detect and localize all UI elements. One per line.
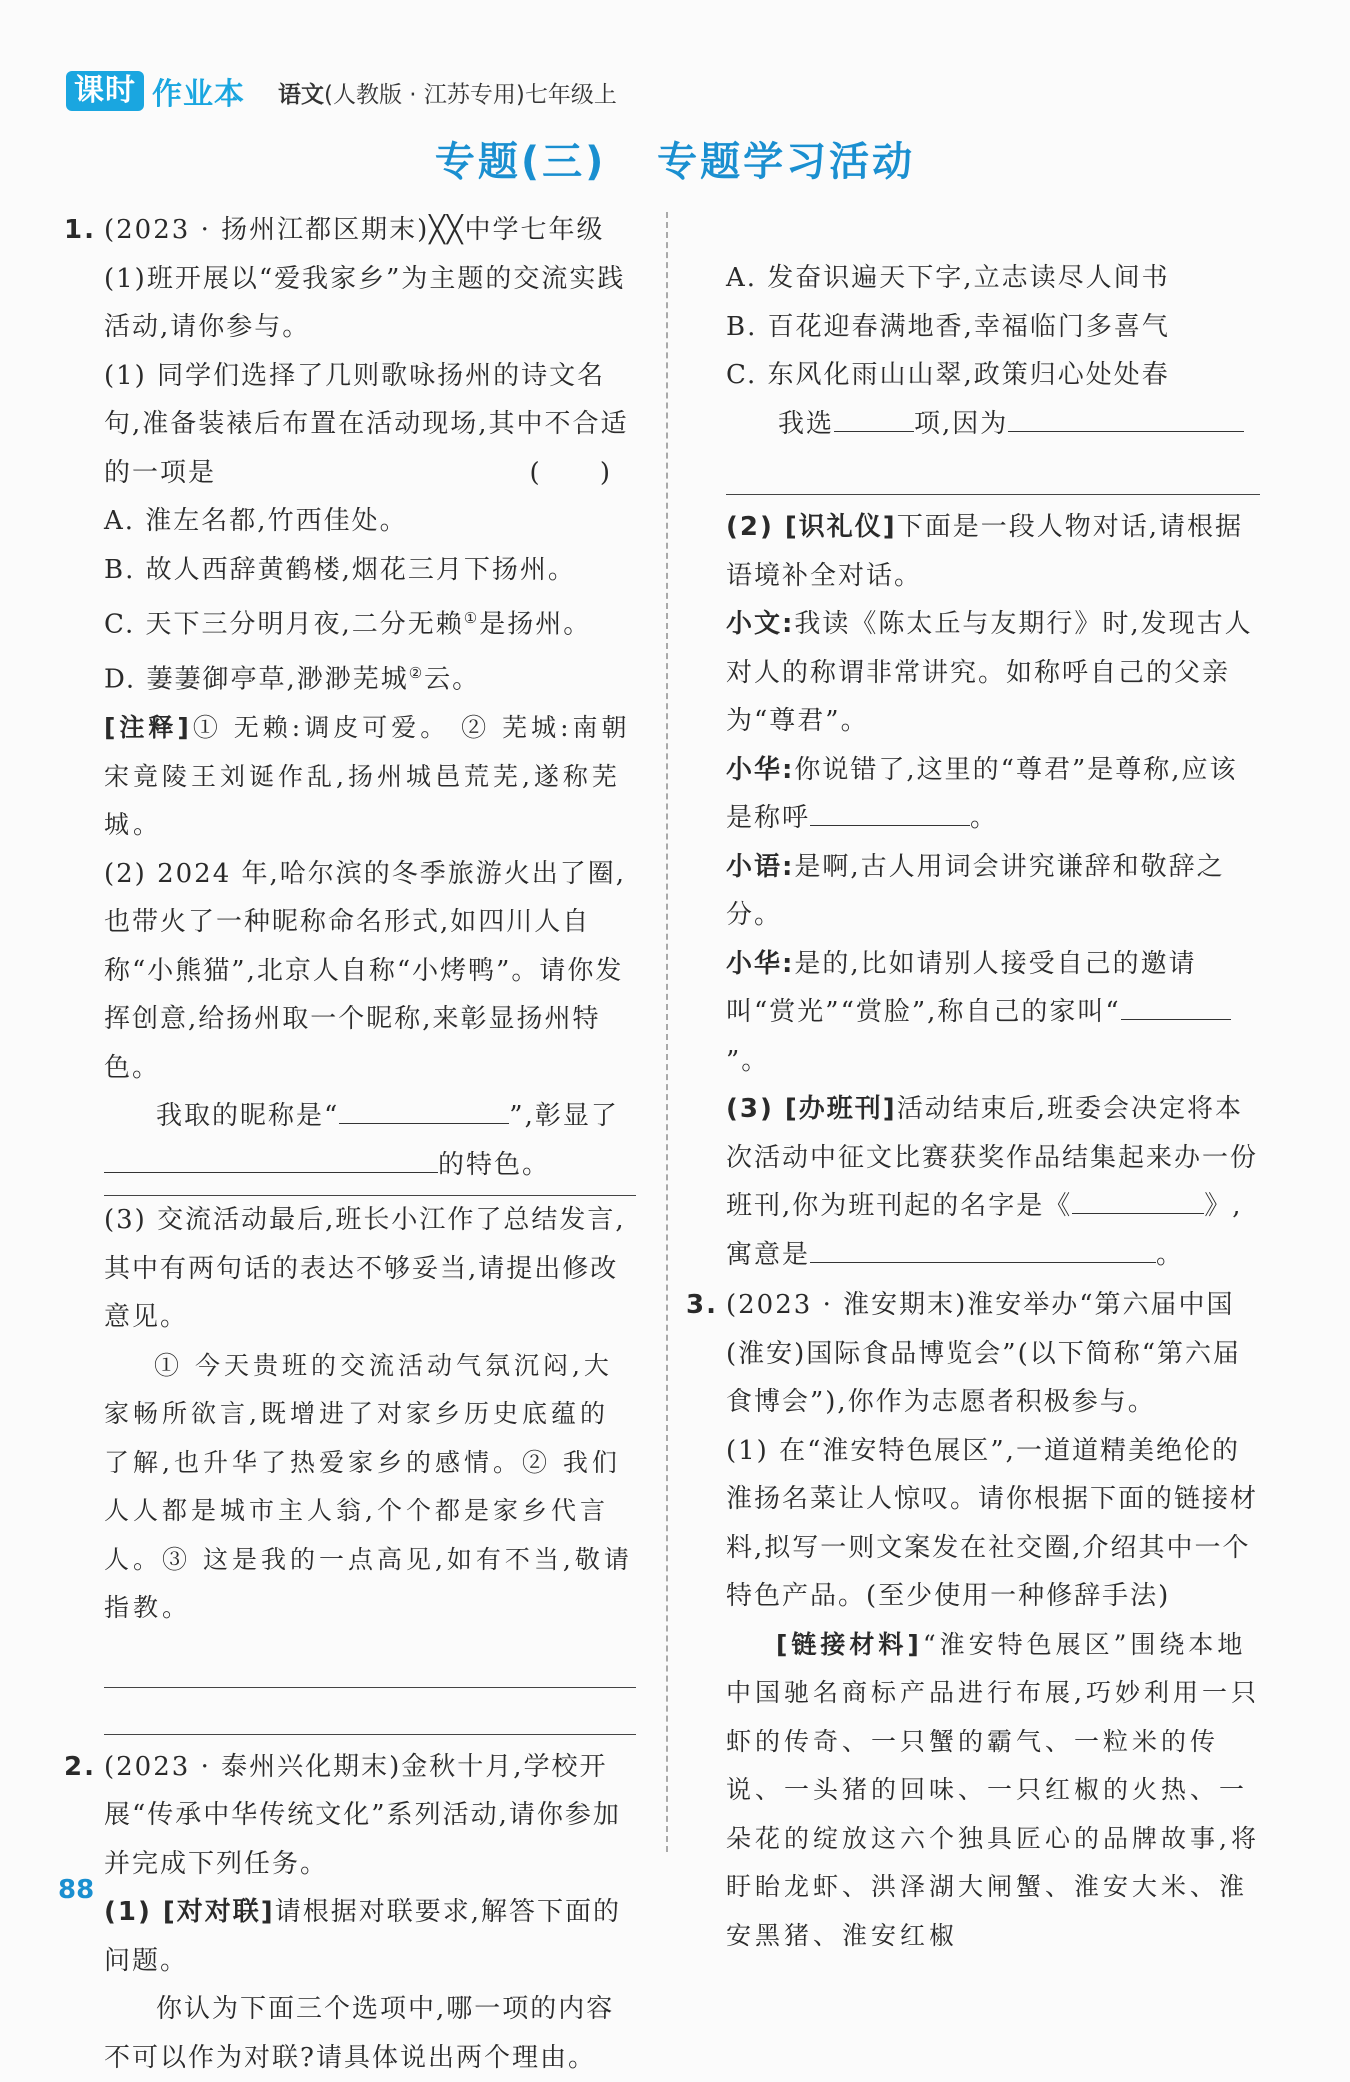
choice-blank[interactable]: [834, 401, 914, 432]
sub-question-3: (3) 交流活动最后,班长小江作了总结发言,其中有两句话的表达不够妥当,请提出修改意见。: [104, 1205, 626, 1333]
annotation: [104, 704, 636, 850]
task-tag: (1) [对对联]: [104, 1897, 275, 1928]
page-title: 专题(三) 专题学习活动: [434, 139, 916, 185]
option-b: B. 百花迎春满地香,幸福临门多喜气: [726, 311, 1170, 342]
speaker: 小华:: [726, 754, 795, 785]
task-text: 》,: [1204, 1191, 1243, 1221]
sub-question-2: (2) 2024 年,哈尔滨的冬季旅游火出了圈,也带火了一种昵称命名形式,如四川人自称“小熊猫”,北京人自称“小烤鸭”。请你发挥创意,给扬州取一个昵称,来彰显扬州特色。: [104, 858, 627, 1083]
logo-text: 作业本: [152, 77, 245, 112]
option-text: 是扬州。: [479, 609, 592, 640]
sub-question-text: (1) 同学们选择了几则歌咏扬州的诗文名句,准备装裱后布置在活动现场,其中不合适的一项是: [104, 360, 629, 488]
meaning-blank[interactable]: [810, 1232, 1156, 1263]
logo-box: 课时: [66, 71, 144, 111]
annotation-tag: [注释]: [104, 713, 193, 743]
meaning-line: [726, 1231, 1260, 1280]
annotation-text: ① 无赖:调皮可爱。 ② 芜城:南朝宋竟陵王刘诞作乱,扬州城邑荒芜,遂称芜城。: [104, 713, 631, 840]
option-text: 云。: [424, 664, 481, 695]
task-text: 下面是一段人物对话,请根据语境补全对话。: [726, 512, 1243, 591]
question-number: 2.: [64, 1751, 96, 1782]
sub-question-1: [104, 1888, 636, 1985]
answer-line[interactable]: [104, 1641, 636, 1688]
question-intro: (2023 · 扬州江都区期末)╳╳中学七年级(1)班开展以“爱我家乡”为主题的交流实践活动,请你参与。: [104, 215, 626, 342]
brand-logo: [66, 70, 245, 112]
question-intro: (2023 · 泰州兴化期末)金秋十月,学校开展“传承中华传统文化”系列活动,请你参加并完成下列任务。: [104, 1751, 621, 1879]
sub-question-1: [104, 352, 636, 498]
dialogue-line: [726, 600, 1260, 746]
task-text: 寓意是: [726, 1239, 811, 1270]
sub-question-3: [726, 1085, 1260, 1231]
question-1: [64, 206, 636, 1735]
footnote-mark: ①: [463, 609, 480, 627]
option-b: B. 故人西辞黄鹤楼,烟花三月下扬州。: [104, 554, 576, 585]
answer-line-feature: [104, 1141, 636, 1190]
answer-prompt: ”,彰显了: [509, 1101, 619, 1132]
task-tag: (2) [识礼仪]: [726, 512, 897, 542]
option-c: C. 东风化雨山山翠,政策归心处处春: [726, 360, 1170, 390]
sub-question-2: [726, 503, 1260, 600]
title-blank[interactable]: [810, 795, 970, 826]
dialogue-line: [726, 746, 1260, 843]
column-divider: [666, 212, 668, 1852]
link-text: “淮安特色展区”围绕本地中国驰名商标产品进行布展,巧妙利用一只虾的传奇、一只蟹的霸气、一粒米的传说、一头猪的回味、一只红椒的火热、一朵花的绽放这六个独具匠心的品牌故事,将盱眙龙虾、洪泽湖大闸蟹、淮安大米、淮安黑猪、淮安红椒: [726, 1629, 1260, 1950]
reason-blank[interactable]: [1008, 401, 1244, 432]
dialogue-text: 你说错了,这里的“尊君”是尊称,应该是称呼: [726, 754, 1238, 833]
answer-prompt: 我取的昵称是“: [156, 1101, 340, 1132]
answer-line[interactable]: [726, 448, 1260, 495]
home-term-blank[interactable]: [1121, 989, 1231, 1020]
option-c: [104, 594, 636, 649]
task-text: 。: [1156, 1239, 1185, 1270]
feature-blank[interactable]: [104, 1142, 438, 1173]
answer-line[interactable]: [104, 1688, 636, 1735]
link-material: [726, 1621, 1260, 1961]
option-a: A. 淮左名都,竹西佳处。: [104, 506, 408, 536]
answer-paren: ( ): [529, 457, 636, 488]
journal-name-blank[interactable]: [1072, 1183, 1204, 1214]
question-intro: (2023 · 淮安期末)淮安举办“第六届中国(淮安)国际食品博览会”(以下简称“第六届食博会”),你作为志愿者积极参与。: [726, 1290, 1242, 1417]
speaker: 小华:: [726, 948, 795, 979]
link-tag: [链接材料]: [776, 1629, 923, 1659]
option-text: C. 天下三分明月夜,二分无赖: [104, 609, 464, 640]
dialogue-text: 是的,比如请别人接受自己的邀请叫“赏光”“赏脸”,称自己的家叫“: [726, 948, 1197, 1027]
answer-line-choice: [726, 400, 1260, 449]
option-d: [104, 649, 636, 704]
answer-line-nickname: [104, 1092, 636, 1141]
dialogue-text: ”。: [726, 1045, 770, 1076]
question-3: [686, 1281, 1260, 1960]
dialogue-line: [726, 940, 1260, 1086]
footnote-mark: ②: [408, 664, 425, 683]
task-text: 活动结束后,班委会决定将本次活动中征文比赛获奖作品结集起来办一份班刊,你为班刊起的名字是《: [726, 1094, 1259, 1221]
right-column: [686, 206, 1260, 1960]
option-text: D. 萋萋御亭草,渺渺芜城: [104, 664, 409, 695]
header-subtitle: [278, 76, 617, 109]
dialogue-text: 。: [970, 803, 999, 833]
sub-question-1: (1) 在“淮安特色展区”,一道道精美绝伦的淮扬名菜让人惊叹。请你根据下面的链接材料,拟写一则文案发在社交圈,介绍其中一个特色产品。(至少使用一种修辞手法): [726, 1435, 1259, 1611]
answer-prompt: 的特色。: [438, 1149, 551, 1180]
dialogue-line: [726, 843, 1260, 940]
subject-name: 语文: [278, 82, 324, 108]
couplet-question: 你认为下面三个选项中,哪一项的内容不可以作为对联?请具体说出两个理由。: [104, 1994, 615, 2073]
dialogue-text: 我读《陈太丘与友期行》时,发现古人对人的称谓非常讲究。如称呼自己的父亲为“尊君”。: [726, 609, 1253, 736]
dialogue-text: 是啊,古人用词会讲究谦辞和敬辞之分。: [726, 851, 1225, 930]
subject-edition: (人教版 · 江苏专用)七年级上: [324, 82, 617, 108]
speaker: 小语:: [726, 851, 795, 882]
task-text: 请根据对联要求,解答下面的问题。: [104, 1897, 621, 1976]
page-number: 88: [58, 1875, 95, 1905]
answer-prompt: 项,因为: [914, 408, 1009, 439]
task-tag: (3) [办班刊]: [726, 1094, 897, 1124]
speaker: 小文:: [726, 609, 795, 639]
speech-quote: ① 今天贵班的交流活动气氛沉闷,大家畅所欲言,既增进了对家乡历史底蕴的了解,也升华了热爱家乡的感情。② 我们人人都是城市主人翁,个个都是家乡代言人。③ 这是我的一点高见,如有不当,敬请指教。: [104, 1350, 633, 1623]
option-a: A. 发奋识遍天下字,立志读尽人间书: [726, 263, 1170, 293]
answer-prompt: 我选: [778, 408, 835, 439]
nickname-blank[interactable]: [339, 1093, 509, 1124]
question-number: 3.: [686, 1290, 718, 1320]
question-number: 1.: [64, 215, 96, 245]
